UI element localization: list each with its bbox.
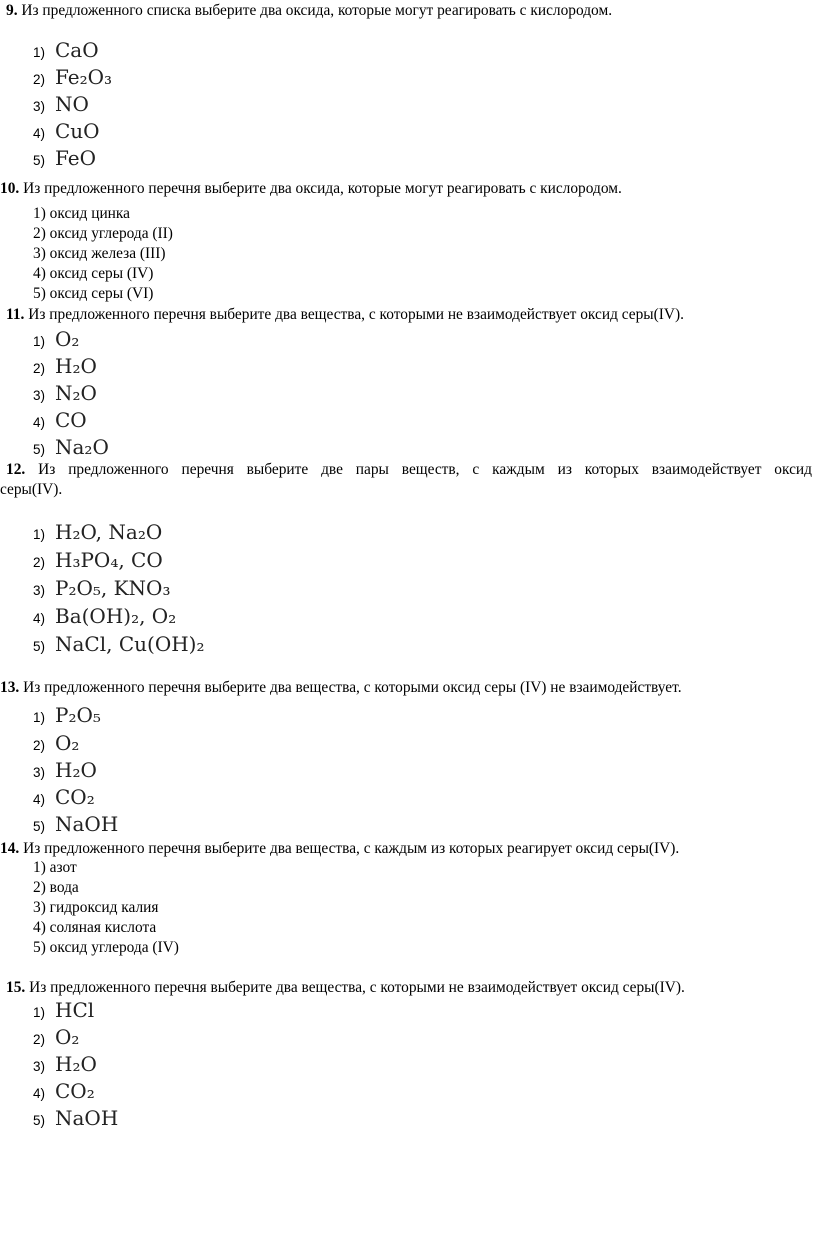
- question-12-continuation: серы(IV).: [0, 481, 63, 498]
- question-number: 11.: [6, 306, 25, 323]
- option: 1) HCl: [33, 998, 95, 1022]
- option: 3) NO: [33, 92, 89, 116]
- option: 4) оксид серы (IV): [33, 265, 154, 282]
- question-number: 12.: [6, 461, 26, 478]
- option: 3) P₂O₅, KNO₃: [33, 576, 171, 600]
- question-12: [6, 460, 812, 480]
- question-11: [6, 305, 816, 325]
- option: 4) CO₂: [33, 1079, 95, 1103]
- question-9: [6, 1, 816, 21]
- question-text: Из предложенного перечня выберите два оксида, которые могут реагировать с кислородом.: [19, 180, 622, 197]
- option: 2) O₂: [33, 731, 80, 755]
- question-number: 9.: [6, 2, 18, 19]
- question-number: 10.: [0, 180, 20, 197]
- option: 2) H₂O: [33, 354, 97, 378]
- question-text: Из предложенного перечня выберите два вещества, с которыми оксид серы (IV) не взаимодействует.: [19, 679, 682, 696]
- option: 3) H₂O: [33, 1052, 97, 1076]
- question-number: 15.: [6, 979, 26, 996]
- option: 5) Na₂O: [33, 435, 109, 459]
- option: 1) O₂: [33, 327, 80, 351]
- question-text: Из предложенного перечня выберите два вещества, с которыми не взаимодействует оксид серы(IV).: [25, 979, 685, 996]
- option: 1) H₂O, Na₂O: [33, 520, 163, 544]
- option: 3) оксид железа (III): [33, 245, 166, 262]
- option: 5) оксид углерода (IV): [33, 939, 179, 956]
- option: 2) O₂: [33, 1025, 80, 1049]
- question-13: [0, 678, 812, 698]
- option: 5) оксид серы (VI): [33, 285, 154, 302]
- question-number: 13.: [0, 679, 20, 696]
- option: 4) соляная кислота: [33, 919, 157, 936]
- option: 4) CuO: [33, 119, 100, 143]
- option: 5) NaOH: [33, 812, 119, 836]
- option: 2) оксид углерода (II): [33, 225, 173, 242]
- question-text: Из предложенного списка выберите два оксида, которые могут реагировать с кислородом.: [17, 2, 613, 19]
- option: 4) Ba(OH)₂, O₂: [33, 604, 177, 628]
- question-15: [6, 978, 816, 998]
- question-text: Из предложенного перечня выберите два вещества, с каждым из которых реагирует оксид серы(IV).: [19, 840, 680, 857]
- option: 5) NaOH: [33, 1106, 119, 1130]
- option: 2) Fe₂O₃: [33, 65, 113, 89]
- question-10: [0, 179, 812, 199]
- option: 1) азот: [33, 859, 77, 876]
- option: 1) P₂O₅: [33, 703, 101, 727]
- option: 1) оксид цинка: [33, 205, 130, 222]
- option: 4) CO₂: [33, 785, 95, 809]
- question-14: [0, 839, 812, 859]
- option: 5) NaCl, Cu(OH)₂: [33, 632, 205, 656]
- option: 1) CaO: [33, 38, 99, 62]
- option: 3) N₂O: [33, 381, 97, 405]
- option: 3) H₂O: [33, 758, 97, 782]
- option: 2) H₃PO₄, CO: [33, 548, 163, 572]
- option: 5) FeO: [33, 146, 97, 170]
- question-text: Из предложенного перечня выберите две пары веществ, с каждым из которых взаимодействует оксид: [25, 461, 812, 478]
- question-text: Из предложенного перечня выберите два вещества, с которыми не взаимодействует оксид серы(IV).: [24, 306, 684, 323]
- option: 2) вода: [33, 879, 79, 896]
- question-number: 14.: [0, 840, 20, 857]
- option: 3) гидроксид калия: [33, 899, 159, 916]
- option: 4) CO: [33, 408, 87, 432]
